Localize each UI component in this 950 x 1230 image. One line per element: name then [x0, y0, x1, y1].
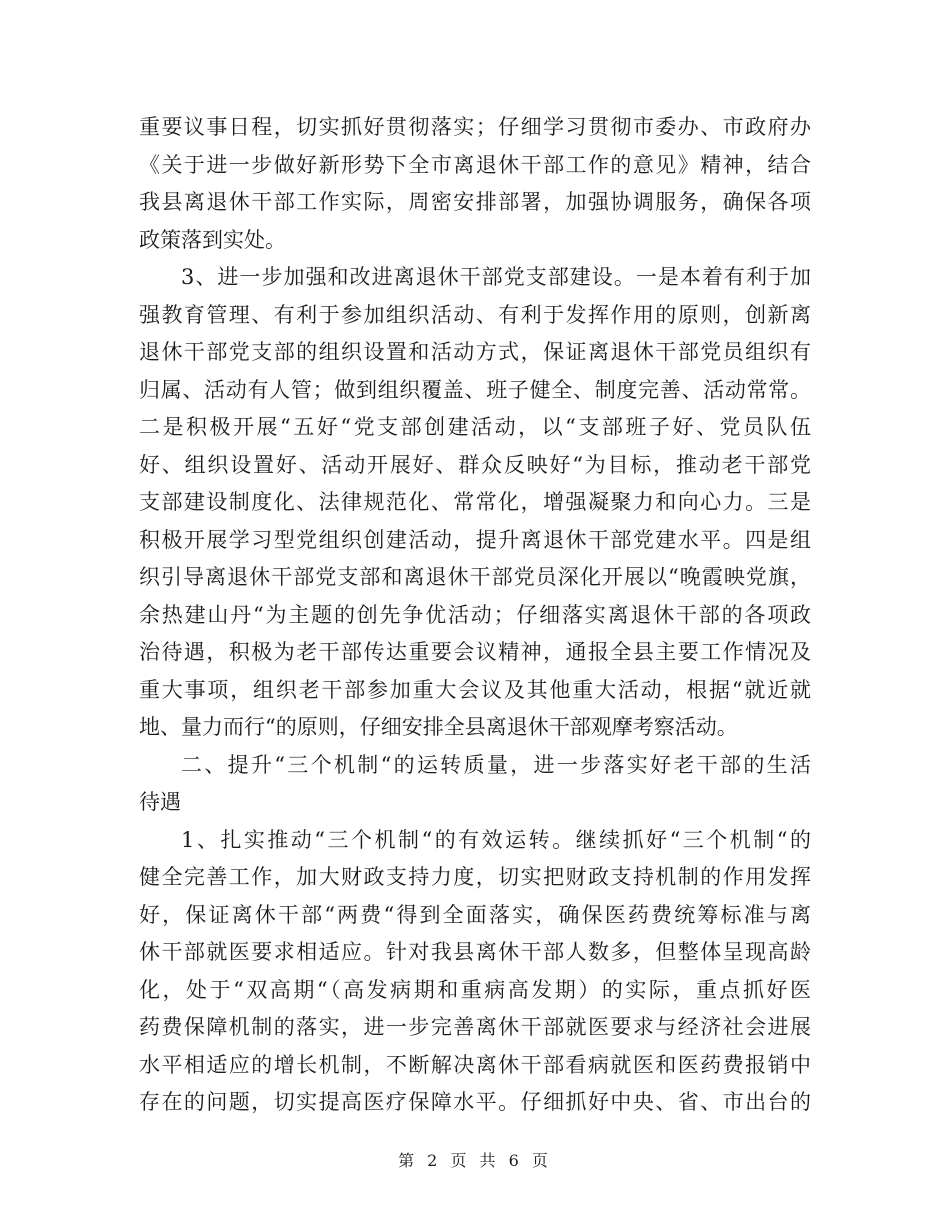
text-line: 好、组织设置好、活动开展好、群众反映好“为目标，推动老干部党 [139, 452, 811, 477]
text-line: 重大事项，组织老干部参加重大会议及其他重大活动，根据“就近就 [139, 677, 811, 702]
text-line: 归属、活动有人管；做到组织覆盖、班子健全、制度完善、活动常常。 [139, 377, 811, 402]
text-line: 健全完善工作，加大财政支持力度，切实把财政支持机制的作用发挥 [139, 865, 811, 889]
text-line: 支部建设制度化、法律规范化、常常化，增强凝聚力和向心力。三是 [139, 490, 811, 514]
text-line: 水平相适应的增长机制，不断解决离休干部看病就医和医药费报销中 [139, 1052, 811, 1077]
text-line: 政策落到实处。 [139, 227, 286, 252]
section-heading-line: 待遇 [139, 790, 181, 814]
page-number-footer: 第 2 页 共 6 页 [398, 1151, 552, 1170]
text-line: 强教育管理、有利于参加组织活动、有利于发挥作用的原则，创新离 [139, 302, 811, 327]
text-line: 1、扎实推动“三个机制“的有效运转。继续抓好“三个机制“的 [181, 827, 811, 852]
text-line: 积极开展学习型党组织创建活动，提升离退休干部党建水平。四是组 [139, 527, 811, 552]
text-line: 地、量力而行“的原则，仔细安排全县离退休干部观摩考察活动。 [139, 715, 738, 739]
text-line: 《关于进一步做好新形势下全市离退休干部工作的意见》精神，结合 [139, 152, 811, 177]
document-body [139, 109, 811, 1122]
text-line: 休干部就医要求相适应。针对我县离休干部人数多，但整体呈现高龄 [139, 940, 811, 964]
text-line: 余热建山丹“为主题的创先争优活动；仔细落实离退休干部的各项政 [139, 602, 811, 627]
text-line: 存在的问题，切实提高医疗保障水平。仔细抓好中央、省、市出台的 [139, 1090, 811, 1114]
text-line: 药费保障机制的落实，进一步完善离休干部就医要求与经济社会进展 [139, 1015, 811, 1039]
text-line: 化，处于“双高期“（高发病期和重病高发期）的实际，重点抓好医 [139, 977, 811, 1002]
section-heading-line: 二、提升“三个机制“的运转质量，进一步落实好老干部的生活 [181, 752, 811, 777]
text-line: 退休干部党支部的组织设置和活动方式，保证离退休干部党员组织有 [139, 340, 811, 364]
text-line: 织引导离退休干部党支部和离退休干部党员深化开展以“晚霞映党旗， [139, 565, 811, 589]
text-line: 3、进一步加强和改进离退休干部党支部建设。一是本着有利于加 [181, 265, 811, 289]
text-line: 二是积极开展“五好“党支部创建活动，以“支部班子好、党员队伍 [139, 415, 811, 439]
text-line: 重要议事日程，切实抓好贯彻落实；仔细学习贯彻市委办、市政府办 [139, 115, 811, 139]
text-line: 我县离退休干部工作实际，周密安排部署，加强协调服务，确保各项 [139, 190, 811, 214]
text-line: 治待遇，积极为老干部传达重要会议精神，通报全县主要工作情况及 [139, 640, 811, 664]
text-line: 好，保证离休干部“两费“得到全面落实，确保医药费统筹标准与离 [139, 902, 811, 927]
